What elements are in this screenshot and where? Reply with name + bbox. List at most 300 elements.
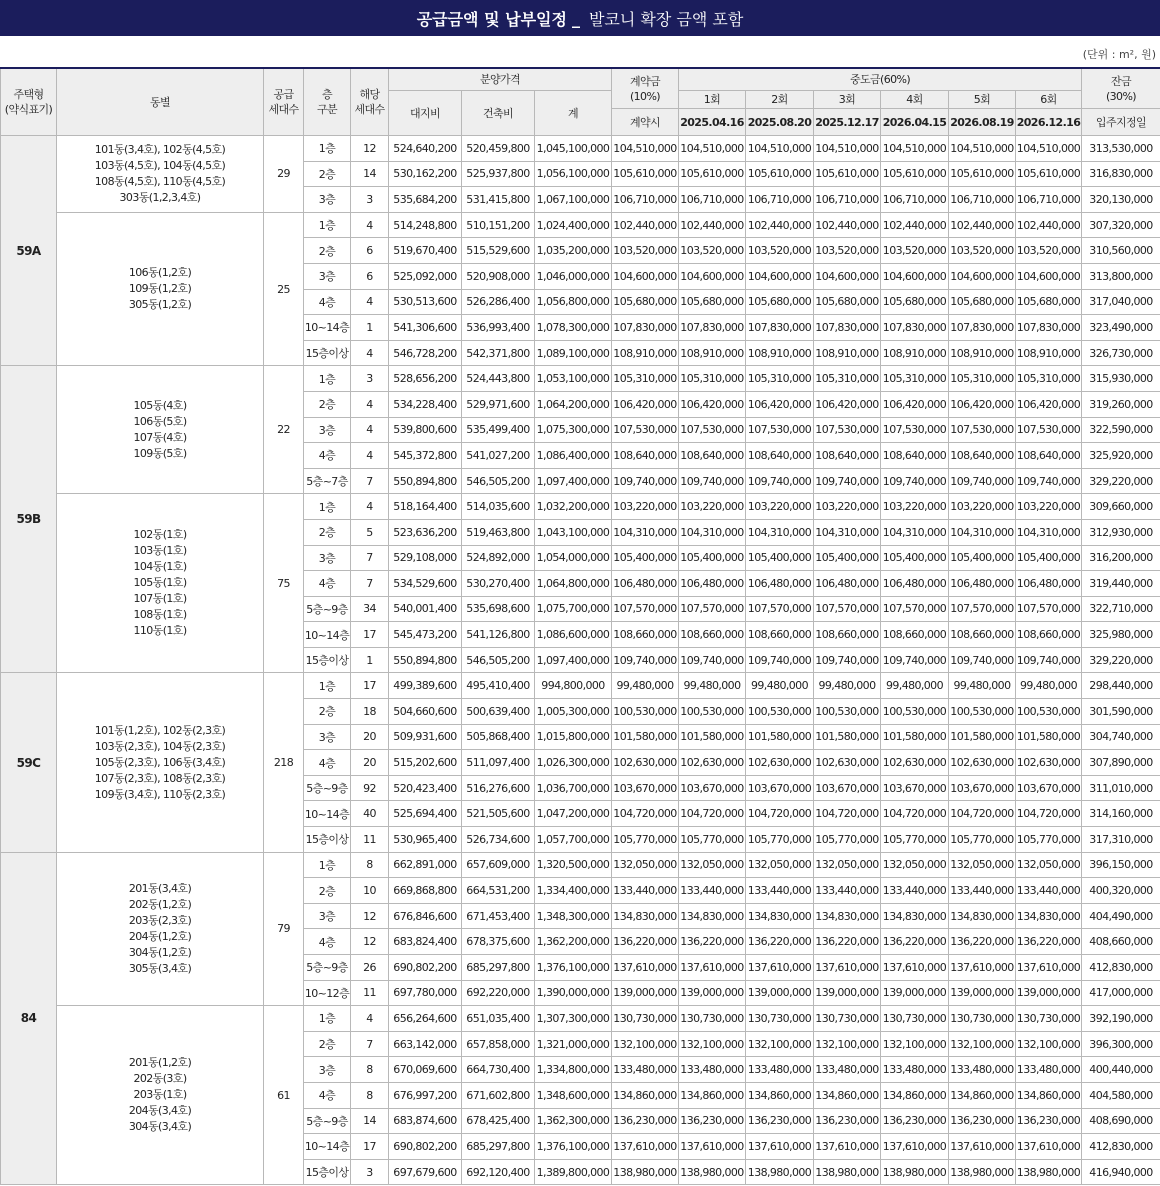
cell-units: 12 xyxy=(351,136,389,162)
cell-balance: 404,490,000 xyxy=(1082,903,1160,929)
cell-middle-3: 136,230,000 xyxy=(814,1108,881,1134)
cell-units: 7 xyxy=(351,1031,389,1057)
cell-middle-4: 104,720,000 xyxy=(881,801,949,827)
header-date-3: 2025.12.17 xyxy=(814,109,881,136)
cell-middle-2: 105,400,000 xyxy=(746,545,814,571)
cell-middle-6: 104,600,000 xyxy=(1016,263,1082,289)
cell-middle-2: 101,580,000 xyxy=(746,724,814,750)
cell-deposit: 105,610,000 xyxy=(612,161,679,187)
dong-line: 204동(1,2호) xyxy=(128,929,192,943)
dong-line: 110동(1호) xyxy=(133,624,187,638)
cell-middle-1: 139,000,000 xyxy=(679,980,746,1006)
header-floor-label: 층 구분 xyxy=(316,88,338,116)
cell-balance: 408,690,000 xyxy=(1082,1108,1160,1134)
cell-total: 1,056,100,000 xyxy=(535,161,612,187)
cell-units: 5 xyxy=(351,519,389,545)
cell-deposit: 134,860,000 xyxy=(612,1082,679,1108)
cell-supply: 22 xyxy=(264,366,304,494)
cell-middle-5: 105,400,000 xyxy=(949,545,1016,571)
header-balance xyxy=(1082,68,1160,109)
cell-middle-5: 138,980,000 xyxy=(949,1159,1016,1185)
cell-balance: 310,560,000 xyxy=(1082,238,1160,264)
cell-land: 534,529,600 xyxy=(389,571,462,597)
cell-middle-2: 103,520,000 xyxy=(746,238,814,264)
cell-middle-3: 103,670,000 xyxy=(814,775,881,801)
cell-total: 1,089,100,000 xyxy=(535,340,612,366)
cell-middle-1: 106,710,000 xyxy=(679,187,746,213)
cell-deposit: 109,740,000 xyxy=(612,647,679,673)
cell-middle-1: 102,630,000 xyxy=(679,750,746,776)
header-round-4: 4회 xyxy=(881,91,949,109)
dong-line: 103동(2,3호), 104동(2,3호) xyxy=(94,739,226,753)
cell-middle-1: 134,860,000 xyxy=(679,1082,746,1108)
cell-floor: 15층이상 xyxy=(304,827,351,853)
cell-balance: 298,440,000 xyxy=(1082,673,1160,699)
cell-land: 530,162,200 xyxy=(389,161,462,187)
cell-deposit: 107,570,000 xyxy=(612,596,679,622)
cell-middle-1: 106,420,000 xyxy=(679,391,746,417)
cell-middle-4: 137,610,000 xyxy=(881,1134,949,1160)
cell-middle-1: 134,830,000 xyxy=(679,903,746,929)
cell-middle-5: 106,480,000 xyxy=(949,571,1016,597)
cell-middle-5: 108,910,000 xyxy=(949,340,1016,366)
cell-building: 651,035,400 xyxy=(462,1006,535,1032)
cell-middle-6: 105,610,000 xyxy=(1016,161,1082,187)
cell-middle-2: 107,830,000 xyxy=(746,315,814,341)
cell-middle-1: 137,610,000 xyxy=(679,1134,746,1160)
cell-balance: 417,000,000 xyxy=(1082,980,1160,1006)
cell-middle-5: 100,530,000 xyxy=(949,699,1016,725)
cell-middle-3: 105,770,000 xyxy=(814,827,881,853)
cell-middle-1: 136,220,000 xyxy=(679,929,746,955)
cell-dong xyxy=(57,136,264,213)
cell-units: 4 xyxy=(351,391,389,417)
cell-building: 510,151,200 xyxy=(462,212,535,238)
cell-middle-2: 104,510,000 xyxy=(746,136,814,162)
cell-land: 530,513,600 xyxy=(389,289,462,315)
cell-middle-3: 108,660,000 xyxy=(814,622,881,648)
cell-land: 515,202,600 xyxy=(389,750,462,776)
cell-middle-4: 100,530,000 xyxy=(881,699,949,725)
cell-middle-6: 134,860,000 xyxy=(1016,1082,1082,1108)
cell-middle-3: 132,050,000 xyxy=(814,852,881,878)
cell-floor: 5층~7층 xyxy=(304,468,351,494)
cell-balance: 311,010,000 xyxy=(1082,775,1160,801)
cell-middle-6: 133,480,000 xyxy=(1016,1057,1082,1083)
table-row xyxy=(1,852,1160,878)
cell-middle-5: 139,000,000 xyxy=(949,980,1016,1006)
cell-middle-5: 103,520,000 xyxy=(949,238,1016,264)
cell-middle-5: 104,720,000 xyxy=(949,801,1016,827)
cell-deposit: 103,520,000 xyxy=(612,238,679,264)
cell-middle-1: 133,480,000 xyxy=(679,1057,746,1083)
cell-total: 1,015,800,000 xyxy=(535,724,612,750)
cell-balance: 312,930,000 xyxy=(1082,519,1160,545)
cell-deposit: 104,310,000 xyxy=(612,519,679,545)
header-round-2: 2회 xyxy=(746,91,814,109)
cell-balance: 325,980,000 xyxy=(1082,622,1160,648)
header-round-3: 3회 xyxy=(814,91,881,109)
cell-land: 499,389,600 xyxy=(389,673,462,699)
cell-total: 1,334,800,000 xyxy=(535,1057,612,1083)
cell-units: 18 xyxy=(351,699,389,725)
cell-dong xyxy=(57,852,264,1006)
cell-middle-4: 101,580,000 xyxy=(881,724,949,750)
cell-middle-3: 105,400,000 xyxy=(814,545,881,571)
cell-middle-5: 109,740,000 xyxy=(949,647,1016,673)
cell-land: 509,931,600 xyxy=(389,724,462,750)
cell-middle-1: 108,660,000 xyxy=(679,622,746,648)
cell-middle-1: 132,050,000 xyxy=(679,852,746,878)
cell-middle-6: 133,440,000 xyxy=(1016,878,1082,904)
cell-middle-3: 108,910,000 xyxy=(814,340,881,366)
cell-middle-5: 137,610,000 xyxy=(949,1134,1016,1160)
cell-type: 59A xyxy=(1,136,57,366)
cell-middle-1: 109,740,000 xyxy=(679,647,746,673)
cell-middle-1: 136,230,000 xyxy=(679,1108,746,1134)
cell-balance: 320,130,000 xyxy=(1082,187,1160,213)
cell-total: 1,046,000,000 xyxy=(535,263,612,289)
cell-middle-3: 102,630,000 xyxy=(814,750,881,776)
cell-land: 669,868,800 xyxy=(389,878,462,904)
cell-middle-3: 106,710,000 xyxy=(814,187,881,213)
cell-units: 4 xyxy=(351,340,389,366)
cell-floor: 2층 xyxy=(304,161,351,187)
cell-total: 1,362,300,000 xyxy=(535,1108,612,1134)
cell-middle-1: 104,600,000 xyxy=(679,263,746,289)
cell-middle-1: 108,910,000 xyxy=(679,340,746,366)
dong-line: 202동(3호) xyxy=(133,1072,187,1086)
cell-middle-2: 107,530,000 xyxy=(746,417,814,443)
cell-units: 40 xyxy=(351,801,389,827)
cell-building: 520,459,800 xyxy=(462,136,535,162)
cell-middle-1: 105,400,000 xyxy=(679,545,746,571)
cell-units: 1 xyxy=(351,315,389,341)
cell-building: 519,463,800 xyxy=(462,519,535,545)
cell-middle-1: 104,720,000 xyxy=(679,801,746,827)
cell-middle-2: 109,740,000 xyxy=(746,468,814,494)
cell-total: 1,362,200,000 xyxy=(535,929,612,955)
cell-building: 495,410,400 xyxy=(462,673,535,699)
cell-middle-6: 107,830,000 xyxy=(1016,315,1082,341)
dong-line: 106동(5호) xyxy=(133,414,187,428)
cell-total: 1,086,600,000 xyxy=(535,622,612,648)
dong-line: 202동(1,2호) xyxy=(128,897,192,911)
cell-building: 535,499,400 xyxy=(462,417,535,443)
dong-line: 304동(1,2호) xyxy=(128,945,192,959)
cell-middle-3: 101,580,000 xyxy=(814,724,881,750)
cell-middle-5: 133,440,000 xyxy=(949,878,1016,904)
unit-note: (단위 : m², 원) xyxy=(1082,48,1156,61)
cell-middle-2: 104,600,000 xyxy=(746,263,814,289)
cell-deposit: 133,440,000 xyxy=(612,878,679,904)
cell-middle-3: 136,220,000 xyxy=(814,929,881,955)
cell-middle-2: 105,770,000 xyxy=(746,827,814,853)
cell-middle-5: 105,770,000 xyxy=(949,827,1016,853)
cell-deposit: 108,910,000 xyxy=(612,340,679,366)
cell-deposit: 102,630,000 xyxy=(612,750,679,776)
cell-units: 8 xyxy=(351,1082,389,1108)
header-date-2: 2025.08.20 xyxy=(746,109,814,136)
cell-middle-2: 132,050,000 xyxy=(746,852,814,878)
cell-middle-1: 103,220,000 xyxy=(679,494,746,520)
cell-floor: 4층 xyxy=(304,443,351,469)
header-middle: 중도금(60%) xyxy=(679,68,1082,91)
cell-deposit: 104,510,000 xyxy=(612,136,679,162)
cell-middle-6: 108,660,000 xyxy=(1016,622,1082,648)
cell-balance: 316,200,000 xyxy=(1082,545,1160,571)
cell-deposit: 105,400,000 xyxy=(612,545,679,571)
cell-middle-2: 104,310,000 xyxy=(746,519,814,545)
cell-middle-6: 136,230,000 xyxy=(1016,1108,1082,1134)
cell-middle-4: 108,660,000 xyxy=(881,622,949,648)
cell-units: 26 xyxy=(351,955,389,981)
cell-supply: 75 xyxy=(264,494,304,673)
cell-middle-3: 106,420,000 xyxy=(814,391,881,417)
table-row xyxy=(1,366,1160,392)
cell-middle-1: 101,580,000 xyxy=(679,724,746,750)
cell-building: 505,868,400 xyxy=(462,724,535,750)
cell-middle-6: 136,220,000 xyxy=(1016,929,1082,955)
cell-building: 671,602,800 xyxy=(462,1082,535,1108)
cell-middle-6: 105,310,000 xyxy=(1016,366,1082,392)
cell-middle-3: 106,480,000 xyxy=(814,571,881,597)
cell-middle-3: 103,220,000 xyxy=(814,494,881,520)
cell-building: 526,286,400 xyxy=(462,289,535,315)
cell-middle-6: 105,770,000 xyxy=(1016,827,1082,853)
title-separator: _ xyxy=(571,8,580,28)
cell-floor: 3층 xyxy=(304,417,351,443)
cell-middle-2: 104,720,000 xyxy=(746,801,814,827)
cell-building: 541,126,800 xyxy=(462,622,535,648)
cell-floor: 15층이상 xyxy=(304,647,351,673)
dong-line: 105동(4호) xyxy=(133,398,187,412)
cell-middle-1: 105,680,000 xyxy=(679,289,746,315)
cell-middle-5: 108,640,000 xyxy=(949,443,1016,469)
cell-deposit: 136,230,000 xyxy=(612,1108,679,1134)
cell-middle-1: 107,570,000 xyxy=(679,596,746,622)
cell-total: 1,045,100,000 xyxy=(535,136,612,162)
cell-middle-2: 106,480,000 xyxy=(746,571,814,597)
cell-middle-4: 107,830,000 xyxy=(881,315,949,341)
cell-middle-4: 104,510,000 xyxy=(881,136,949,162)
table-row xyxy=(1,1006,1160,1032)
cell-total: 1,348,600,000 xyxy=(535,1082,612,1108)
cell-balance: 412,830,000 xyxy=(1082,955,1160,981)
cell-middle-1: 102,440,000 xyxy=(679,212,746,238)
cell-floor: 5층~9층 xyxy=(304,955,351,981)
cell-middle-2: 137,610,000 xyxy=(746,1134,814,1160)
cell-middle-1: 105,610,000 xyxy=(679,161,746,187)
cell-middle-5: 105,310,000 xyxy=(949,366,1016,392)
cell-units: 12 xyxy=(351,903,389,929)
cell-land: 525,092,000 xyxy=(389,263,462,289)
cell-building: 524,892,000 xyxy=(462,545,535,571)
cell-deposit: 109,740,000 xyxy=(612,468,679,494)
cell-middle-5: 109,740,000 xyxy=(949,468,1016,494)
cell-middle-6: 104,510,000 xyxy=(1016,136,1082,162)
cell-balance: 408,660,000 xyxy=(1082,929,1160,955)
cell-middle-6: 103,520,000 xyxy=(1016,238,1082,264)
cell-floor: 3층 xyxy=(304,187,351,213)
cell-middle-4: 103,670,000 xyxy=(881,775,949,801)
cell-middle-6: 109,740,000 xyxy=(1016,647,1082,673)
cell-land: 683,824,400 xyxy=(389,929,462,955)
cell-floor: 3층 xyxy=(304,263,351,289)
cell-middle-2: 130,730,000 xyxy=(746,1006,814,1032)
cell-units: 1 xyxy=(351,647,389,673)
cell-middle-5: 102,440,000 xyxy=(949,212,1016,238)
cell-middle-6: 106,480,000 xyxy=(1016,571,1082,597)
cell-total: 1,043,100,000 xyxy=(535,519,612,545)
cell-balance: 392,190,000 xyxy=(1082,1006,1160,1032)
cell-land: 535,684,200 xyxy=(389,187,462,213)
cell-middle-3: 105,610,000 xyxy=(814,161,881,187)
cell-total: 1,035,200,000 xyxy=(535,238,612,264)
cell-middle-1: 109,740,000 xyxy=(679,468,746,494)
cell-middle-4: 136,230,000 xyxy=(881,1108,949,1134)
cell-middle-6: 132,050,000 xyxy=(1016,852,1082,878)
cell-middle-2: 99,480,000 xyxy=(746,673,814,699)
cell-floor: 4층 xyxy=(304,1082,351,1108)
cell-floor: 10~14층 xyxy=(304,1134,351,1160)
cell-total: 1,024,400,000 xyxy=(535,212,612,238)
cell-total: 994,800,000 xyxy=(535,673,612,699)
cell-middle-6: 100,530,000 xyxy=(1016,699,1082,725)
cell-total: 1,389,800,000 xyxy=(535,1159,612,1185)
cell-middle-2: 103,220,000 xyxy=(746,494,814,520)
cell-total: 1,376,100,000 xyxy=(535,1134,612,1160)
cell-land: 545,473,200 xyxy=(389,622,462,648)
cell-total: 1,005,300,000 xyxy=(535,699,612,725)
cell-middle-1: 108,640,000 xyxy=(679,443,746,469)
cell-middle-3: 100,530,000 xyxy=(814,699,881,725)
cell-supply: 218 xyxy=(264,673,304,852)
cell-units: 4 xyxy=(351,1006,389,1032)
cell-deposit: 101,580,000 xyxy=(612,724,679,750)
cell-building: 525,937,800 xyxy=(462,161,535,187)
cell-middle-2: 108,640,000 xyxy=(746,443,814,469)
table-row xyxy=(1,212,1160,238)
cell-building: 526,734,600 xyxy=(462,827,535,853)
cell-middle-2: 102,440,000 xyxy=(746,212,814,238)
cell-middle-1: 137,610,000 xyxy=(679,955,746,981)
cell-dong xyxy=(57,673,264,852)
cell-deposit: 107,830,000 xyxy=(612,315,679,341)
cell-balance: 317,040,000 xyxy=(1082,289,1160,315)
cell-middle-5: 136,220,000 xyxy=(949,929,1016,955)
cell-middle-5: 107,570,000 xyxy=(949,596,1016,622)
cell-building: 657,609,000 xyxy=(462,852,535,878)
cell-floor: 10~14층 xyxy=(304,622,351,648)
cell-floor: 15층이상 xyxy=(304,340,351,366)
cell-middle-6: 99,480,000 xyxy=(1016,673,1082,699)
cell-building: 520,908,000 xyxy=(462,263,535,289)
cell-middle-4: 102,630,000 xyxy=(881,750,949,776)
cell-supply: 61 xyxy=(264,1006,304,1185)
cell-middle-4: 132,100,000 xyxy=(881,1031,949,1057)
header-sale-price: 분양가격 xyxy=(389,68,612,91)
cell-dong xyxy=(57,212,264,366)
cell-balance: 307,320,000 xyxy=(1082,212,1160,238)
cell-floor: 2층 xyxy=(304,238,351,264)
cell-building: 692,120,400 xyxy=(462,1159,535,1185)
cell-middle-1: 104,310,000 xyxy=(679,519,746,545)
cell-floor: 10~12층 xyxy=(304,980,351,1006)
cell-units: 6 xyxy=(351,263,389,289)
cell-middle-5: 107,530,000 xyxy=(949,417,1016,443)
cell-building: 657,858,000 xyxy=(462,1031,535,1057)
cell-deposit: 133,480,000 xyxy=(612,1057,679,1083)
cell-middle-2: 109,740,000 xyxy=(746,647,814,673)
cell-floor: 2층 xyxy=(304,699,351,725)
cell-balance: 322,710,000 xyxy=(1082,596,1160,622)
table-row xyxy=(1,494,1160,520)
cell-middle-3: 107,570,000 xyxy=(814,596,881,622)
cell-land: 518,164,400 xyxy=(389,494,462,520)
cell-middle-2: 139,000,000 xyxy=(746,980,814,1006)
cell-deposit: 102,440,000 xyxy=(612,212,679,238)
cell-middle-3: 107,530,000 xyxy=(814,417,881,443)
cell-total: 1,334,400,000 xyxy=(535,878,612,904)
cell-building: 516,276,600 xyxy=(462,775,535,801)
cell-total: 1,307,300,000 xyxy=(535,1006,612,1032)
header-floor xyxy=(304,68,351,136)
cell-middle-5: 104,600,000 xyxy=(949,263,1016,289)
page-subtitle: 발코니 확장 금액 포함 xyxy=(588,9,744,29)
cell-units: 7 xyxy=(351,468,389,494)
cell-balance: 314,160,000 xyxy=(1082,801,1160,827)
cell-land: 683,874,600 xyxy=(389,1108,462,1134)
cell-middle-1: 130,730,000 xyxy=(679,1006,746,1032)
dong-line: 204동(3,4호) xyxy=(128,1104,192,1118)
cell-middle-2: 137,610,000 xyxy=(746,955,814,981)
cell-middle-5: 105,610,000 xyxy=(949,161,1016,187)
cell-deposit: 105,680,000 xyxy=(612,289,679,315)
cell-middle-4: 105,400,000 xyxy=(881,545,949,571)
cell-middle-6: 103,220,000 xyxy=(1016,494,1082,520)
cell-units: 8 xyxy=(351,1057,389,1083)
cell-total: 1,078,300,000 xyxy=(535,315,612,341)
cell-building: 531,415,800 xyxy=(462,187,535,213)
cell-total: 1,047,200,000 xyxy=(535,801,612,827)
cell-middle-4: 107,530,000 xyxy=(881,417,949,443)
cell-middle-6: 108,640,000 xyxy=(1016,443,1082,469)
cell-land: 690,802,200 xyxy=(389,1134,462,1160)
cell-middle-4: 137,610,000 xyxy=(881,955,949,981)
cell-building: 529,971,600 xyxy=(462,391,535,417)
header-round-1: 1회 xyxy=(679,91,746,109)
cell-middle-6: 109,740,000 xyxy=(1016,468,1082,494)
cell-deposit: 137,610,000 xyxy=(612,955,679,981)
dong-line: 109동(3,4호), 110동(2,3호) xyxy=(94,787,226,801)
cell-middle-6: 104,310,000 xyxy=(1016,519,1082,545)
cell-middle-1: 107,830,000 xyxy=(679,315,746,341)
cell-units: 3 xyxy=(351,187,389,213)
cell-units: 92 xyxy=(351,775,389,801)
cell-middle-5: 102,630,000 xyxy=(949,750,1016,776)
cell-balance: 304,740,000 xyxy=(1082,724,1160,750)
cell-land: 697,679,600 xyxy=(389,1159,462,1185)
cell-building: 546,505,200 xyxy=(462,468,535,494)
dong-line: 107동(1호) xyxy=(133,592,187,606)
cell-units: 4 xyxy=(351,289,389,315)
cell-middle-1: 107,530,000 xyxy=(679,417,746,443)
dong-line: 109동(5호) xyxy=(133,446,187,460)
cell-units: 17 xyxy=(351,1134,389,1160)
cell-middle-4: 109,740,000 xyxy=(881,468,949,494)
cell-middle-6: 130,730,000 xyxy=(1016,1006,1082,1032)
